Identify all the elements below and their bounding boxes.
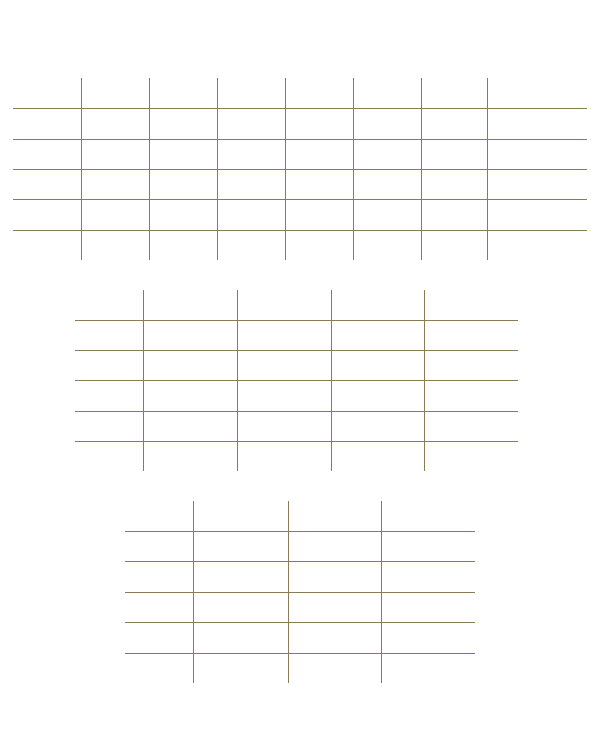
grid-3-row-divider-3 [125, 592, 475, 593]
grid-1-row-divider-5 [13, 230, 587, 231]
grid-1-row-divider-4 [13, 199, 587, 200]
grid-3-row-divider-5 [125, 653, 475, 654]
grid-3-row-divider-2 [125, 561, 475, 562]
grid-1-row-divider-1 [13, 108, 587, 109]
grid-2-row-divider-1 [75, 320, 518, 321]
grid-2-row-divider-2 [75, 350, 518, 351]
grid-2-row-divider-5 [75, 441, 518, 442]
grid-2-row-divider-3 [75, 380, 518, 381]
grid-1-row-divider-2 [13, 139, 587, 140]
grid-3-row-divider-1 [125, 531, 475, 532]
grid-3-row-divider-4 [125, 622, 475, 623]
grid-1-row-divider-3 [13, 169, 587, 170]
grid-2-row-divider-4 [75, 411, 518, 412]
